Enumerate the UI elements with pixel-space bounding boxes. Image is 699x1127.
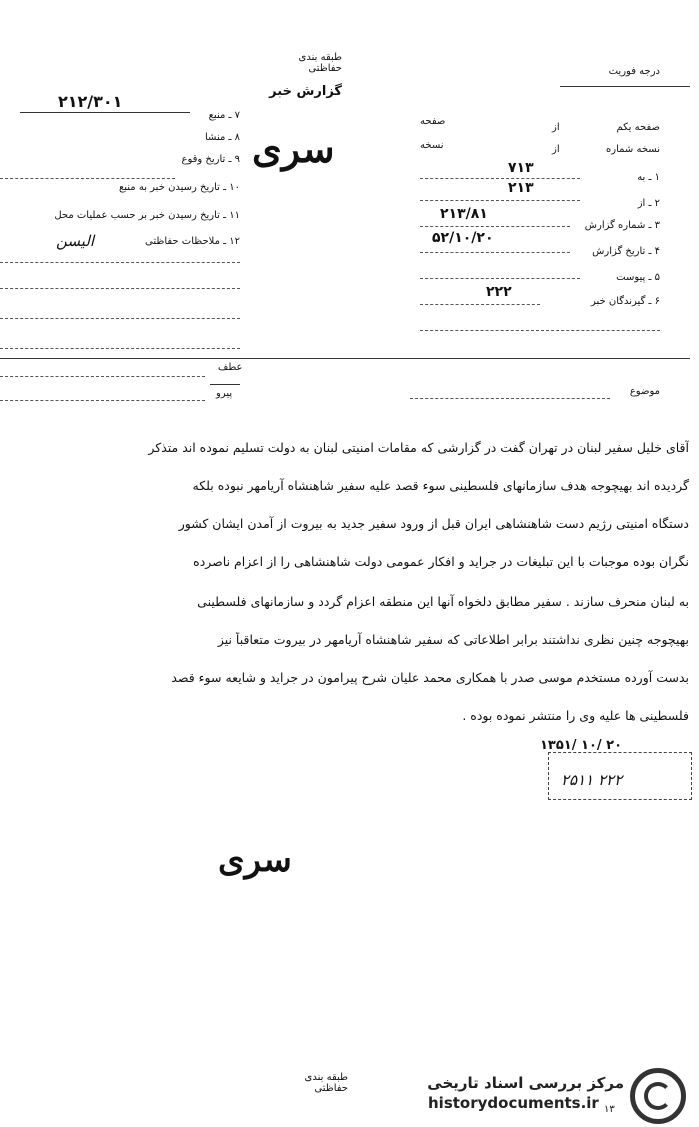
watermark-logo-inner: [644, 1082, 672, 1110]
left-divider-3: [0, 288, 240, 289]
body-line-2: گردیده اند بهیچوجه هدف سازمانهای فلسطینی سوء قصد علیه سفیر شاهنشاه آریامهر نبوده بلکه: [192, 478, 689, 493]
right-item-5: ۵ ـ پیوست: [616, 272, 660, 283]
left-item-7: ۷ ـ منبع: [208, 110, 240, 121]
report-title: گزارش خبر: [269, 84, 342, 99]
right-item-2: ۲ ـ از: [637, 198, 660, 209]
receipt-stamp-box: [548, 752, 692, 800]
subject-label: موضوع: [629, 386, 660, 397]
page-info-1: صفحه یکم: [616, 122, 660, 133]
classification-bottom: طبقه بندی حفاظتی: [304, 1072, 348, 1094]
secret-stamp: سری: [252, 126, 335, 171]
date-stamp: ۱۳۵۱/ ۱۰/ ۲۰: [540, 738, 623, 753]
right-item-6: ۶ ـ گیرندگان خبر: [590, 296, 660, 307]
classification-top: طبقه بندی حفاظتی: [298, 52, 342, 74]
left-item-10: ۱۰ ـ تاریخ رسیدن خبر به منبع: [118, 182, 240, 193]
right-line-2: [420, 200, 580, 201]
ref-side-label-1: عطف: [218, 362, 243, 373]
subject-line: [410, 398, 610, 399]
receipt-stamp-code: ۲۵۱۱ ۲۲۲: [561, 771, 623, 789]
header-separator: [0, 358, 690, 359]
body-line-5: به لبنان منحرف سازند . سفیر مطابق دلخواه آنها این منطقه اعزام گردد و سازمانهای فلسطینی: [197, 594, 689, 609]
page-info-1-end: صفحه: [420, 116, 446, 127]
body-line-8: فلسطینی ها علیه وی را منتشر نموده بوده .: [462, 708, 689, 723]
page-mark: ۱۳: [604, 1104, 615, 1115]
right-item-6-value: ۲۲۲: [486, 284, 512, 300]
right-item-4: ۴ ـ تاریخ گزارش: [592, 246, 660, 257]
body-line-7: بدست آورده مستخدم موسی صدر با همکاری محمد علیان شرح پیرامون در جراید و شایعه سوء قصد: [171, 670, 689, 685]
right-line-7: [420, 330, 660, 331]
right-item-1: ۱ ـ به: [637, 172, 660, 183]
left-divider-2: [0, 262, 240, 263]
left-ref-number: ۲۱۲/۳۰۱: [58, 92, 123, 111]
watermark-site: historydocuments.ir: [428, 1094, 599, 1112]
right-line-1: [420, 178, 580, 179]
right-item-3: ۳ ـ شماره گزارش: [584, 220, 660, 231]
subject-left-solid: [210, 384, 240, 385]
priority-label: درجه فوریت: [608, 66, 660, 77]
subject-left-line-1: [0, 376, 205, 377]
right-line-4: [420, 252, 570, 253]
priority-line: [560, 86, 690, 87]
page-info-2-mid: از: [552, 144, 560, 155]
body-line-1: آقای خلیل سفیر لبنان در تهران گفت در گزارشی که مقامات امنیتی لبنان به دولت تسلیم نموده اند متذکر: [148, 440, 689, 455]
watermark-logo-icon: [630, 1068, 686, 1124]
page-info-1-mid: از: [552, 122, 560, 133]
left-item-12: ۱۲ ـ ملاحظات حفاظتی: [145, 236, 240, 247]
body-line-4: نگران بوده موجبات با این تبلیغات در جراید و افکار عمومی دولت شاهنشاهی را از اعزام ناصرده: [193, 554, 689, 569]
body-line-3: دستگاه امنیتی رژیم دست شاهنشاهی ایران قبل از ورود سفیر جدید به بیروت از آمدن ایشان کشور: [178, 516, 689, 531]
secret-stamp-bottom: سری: [218, 840, 292, 880]
left-item-9: ۹ ـ تاریخ وقوع: [181, 154, 240, 165]
body-line-6: بهیچوجه چنین نظری نداشتند برابر اطلاعاتی که سفیر شاهنشاه آریامهر در بیروت متعاقباً نیز: [217, 632, 689, 647]
left-item-11: ۱۱ ـ تاریخ رسیدن خبر بر حسب عملیات محل: [54, 210, 240, 221]
right-item-4-value: ۵۲/۱۰/۲۰: [432, 230, 494, 246]
page-info-2: نسخه شماره: [606, 144, 660, 155]
left-divider-4: [0, 318, 240, 319]
left-item-8: ۸ ـ منشا: [204, 132, 240, 143]
right-line-3: [420, 226, 570, 227]
right-item-1-value: ۷۱۳: [508, 160, 534, 176]
left-divider-5: [0, 348, 240, 349]
right-item-3-value: ۲۱۳/۸۱: [440, 206, 488, 222]
subject-left-line-2: [0, 400, 205, 401]
page-info-2-end: نسخه: [420, 140, 444, 151]
ref-side-label-2: پیرو: [216, 388, 233, 399]
left-handwritten-note: الیسن: [56, 232, 95, 250]
right-item-2-value: ۲۱۳: [508, 180, 534, 196]
right-line-5: [420, 278, 580, 279]
left-divider-1: [0, 178, 175, 179]
right-line-6: [420, 304, 540, 305]
watermark-name: مرکز بررسی اسناد تاریخی: [427, 1074, 624, 1092]
